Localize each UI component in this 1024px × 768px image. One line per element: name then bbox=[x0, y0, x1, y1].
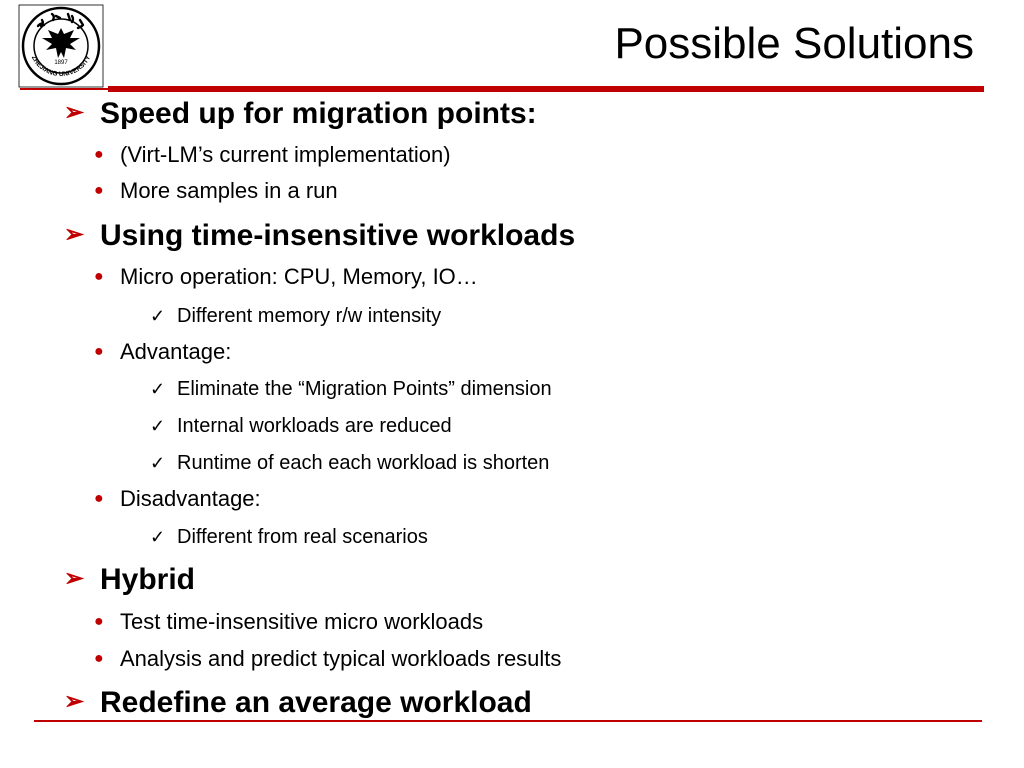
logo-year: 1897 bbox=[54, 60, 68, 66]
bullet-text: Different from real scenarios bbox=[177, 526, 428, 548]
dot-bullet-icon: ● bbox=[94, 650, 104, 667]
bullet-level3 bbox=[150, 416, 452, 436]
dot-bullet-icon: ● bbox=[94, 146, 104, 163]
bullet-text: Micro operation: CPU, Memory, IO… bbox=[120, 264, 478, 289]
bullet-text: Using time-insensitive workloads bbox=[100, 219, 576, 252]
bullet-text: Internal workloads are reduced bbox=[177, 415, 452, 437]
bullet-level3 bbox=[150, 527, 428, 547]
bullet-level1 bbox=[64, 221, 575, 251]
zhejiang-university-seal-icon bbox=[18, 4, 104, 88]
bullet-text: Test time-insensitive micro workloads bbox=[120, 609, 484, 634]
arrow-bullet-icon: ➢ bbox=[64, 221, 85, 248]
checkmark-bullet-icon: ✓ bbox=[150, 453, 166, 473]
arrow-bullet-icon: ➢ bbox=[64, 99, 85, 126]
bullet-level1 bbox=[64, 688, 532, 718]
bullet-text: Disadvantage: bbox=[120, 486, 261, 511]
bullet-text: Eliminate the “Migration Points” dimension bbox=[177, 378, 552, 400]
footer-divider bbox=[34, 720, 982, 722]
bullet-text: Advantage: bbox=[120, 339, 232, 364]
bullet-level2 bbox=[94, 488, 261, 510]
bullet-level1 bbox=[64, 99, 537, 129]
dot-bullet-icon: ● bbox=[94, 182, 104, 199]
bullet-text: Runtime of each each workload is shorten bbox=[177, 452, 550, 474]
bullet-level3 bbox=[150, 379, 552, 399]
arrow-bullet-icon: ➢ bbox=[64, 688, 85, 715]
bullet-level2 bbox=[94, 648, 561, 670]
bullet-text: Different memory r/w intensity bbox=[177, 305, 442, 327]
bullet-level3 bbox=[150, 306, 441, 326]
bullet-level3 bbox=[150, 453, 549, 473]
bullet-level2 bbox=[94, 341, 231, 363]
checkmark-bullet-icon: ✓ bbox=[150, 379, 166, 399]
dot-bullet-icon: ● bbox=[94, 490, 104, 507]
bullet-text: (Virt-LM’s current implementation) bbox=[120, 142, 451, 167]
dot-bullet-icon: ● bbox=[94, 343, 104, 360]
dot-bullet-icon: ● bbox=[94, 268, 104, 285]
title-divider-thin bbox=[20, 88, 108, 90]
arrow-bullet-icon: ➢ bbox=[64, 565, 85, 592]
bullet-text: More samples in a run bbox=[120, 178, 338, 203]
bullet-level2 bbox=[94, 266, 478, 288]
logo-text: ZHEJIANG UNIVERSITY bbox=[29, 54, 93, 79]
bullet-level2 bbox=[94, 144, 451, 166]
bullet-text: Speed up for migration points: bbox=[100, 97, 537, 130]
bullet-level2 bbox=[94, 611, 483, 633]
bullet-text: Redefine an average workload bbox=[100, 686, 532, 719]
checkmark-bullet-icon: ✓ bbox=[150, 306, 166, 326]
bullet-text: Analysis and predict typical workloads results bbox=[120, 646, 562, 671]
checkmark-bullet-icon: ✓ bbox=[150, 416, 166, 436]
bullet-text: Hybrid bbox=[100, 563, 196, 596]
bullet-level2 bbox=[94, 180, 338, 202]
slide-title: Possible Solutions bbox=[614, 19, 974, 68]
bullet-level1 bbox=[64, 565, 195, 595]
dot-bullet-icon: ● bbox=[94, 613, 104, 630]
checkmark-bullet-icon: ✓ bbox=[150, 527, 166, 547]
title-divider bbox=[108, 86, 984, 92]
